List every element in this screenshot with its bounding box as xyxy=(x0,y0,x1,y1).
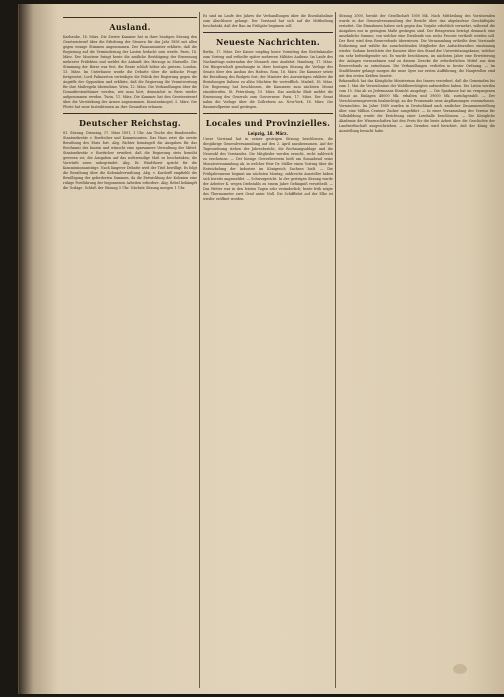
section-rule xyxy=(203,113,333,114)
newspaper-page xyxy=(18,4,504,694)
column-divider xyxy=(199,12,200,688)
article-text: Bekanntlich hat das Königliche Ministerium des Innern verordnet, daß die Gemeinden bis zum 1. Mai die Verzeichnisse der Wahlberechtigten aufzustellen haben. Die Listen werden vom 15. Mai ab zu Jedermanns Einsicht ausgelegt. — Die Sparkasse hat im vergangenen Monat an Einlagen 48000 Mk. erhalten und 39000 Mk. zurückgezahlt. — Der Verschönerungsverein beabsichtigt, an der Promenade neue Anpflanzungen vorzunehmen. xyxy=(339,79,495,104)
article-text: Sitzung 2000, beruht der Gesellschaft 1000 Mk. Nach Mittheilung des Vorsitzenden wurde in der Generalversammlung der Bericht über das abgelaufene Geschäftsjahr erstattet. Die Einnahmen haben sich gegen das Vorjahr erheblich vermehrt, während die Ausgaben nur in geringem Maße gestiegen sind. Der Reingewinn beträgt demnach eine ansehnliche Summe, von welcher eine Dividende von sechs Procent vertheilt werden soll. Der Rest wird dem Reservefonds überwiesen. Die Versammlung ertheilte dem Vorstande Entlastung und wählte die ausscheidenden Mitglieder des Aufsichtsrathes einstimmig wieder. Sodann berichtete der Kassirer über den Stand der Unterstützungskasse, welcher ein sehr befriedigender sei. Es wurde beschlossen, im nächsten Jahre eine Erweiterung der Anlagen vorzunehmen und zu diesem Zwecke die erforderlichen Mittel aus dem Reservefonds zu entnehmen. Die Verhandlungen verliefen in bester Ordnung. — Im Stadttheater gelangt morgen die neue Oper zur ersten Aufführung; die Hauptrollen sind mit den ersten Kräften besetzt. xyxy=(339,14,495,79)
article-text: Karlsruhe, 16. März. Die Zweite Kammer hat in ihrer heutigen Sitzung den Gesetzentwurf über die Erhebung der Steuern für das Jahr 1858 mit allen gegen wenige Stimmen angenommen. Der Finanzminister erklärte, daß die Regierung auf die Verminderung der Lasten bedacht sein werde. Paris, 14. März. Der Moniteur bringt heute die amtliche Bestätigung der Ernennung mehrerer Präfekten und meldet die Ankunft des Herzogs in Marseille. Die Stimmung der Börse war fest, die Rente schloß höher als gestern. London, 13. März. Im Unterhause wurde die Debatte über die indische Frage fortgesetzt; Lord Palmerston verteidigte die Politik der Regierung gegen die Angriffe der Opposition und erklärte, daß die Regierung die Verantwortung für ihre Maßregeln übernehme. Wien, 12. März. Die Verhandlungen über die Donaufürstenthümer werden, wie man hört, demnächst in Paris wieder aufgenommen werden. Turin, 11. März. Die Kammer hat den Gesetzentwurf über die Verstärkung der Armee angenommen. Konstantinopel, 5. März. Die Pforte hat neue Instruktionen an ihre Gesandten erlassen. xyxy=(63,35,197,110)
section-header-locales: Locales und Provinzielles. xyxy=(205,118,331,129)
section-header-reichstag: Deutscher Reichstag. xyxy=(78,118,182,129)
section-rule xyxy=(203,32,333,33)
library-stamp xyxy=(453,664,467,674)
article-text: Unser Vorstand hat in seiner gestrigen Sitzung beschlossen, die diesjährige Generalversammlung auf den 2. April anzuberaumen. Auf der Tagesordnung stehen der Jahresbericht, die Rechnungsablage und die Neuwahl des Vorstandes. Die Mitglieder werden ersucht, recht zahlreich zu erscheinen. — Der hiesige Gewerbeverein hielt am Sonnabend seine Monatsversammlung ab, in welcher Herr Dr. Müller einen Vortrag über die Entwickelung der Industrie im Königreich Sachsen hielt. — Die Frühjahrsmesse beginnt am nächsten Montag; zahlreiche Aussteller haben sich bereits angemeldet. — Schwurgericht. In der gestrigen Sitzung wurde der Arbeiter K. wegen Diebstahls zu einem Jahre Gefängniß verurtheilt. — Das Wetter war in den letzten Tagen sehr veränderlich; heute früh zeigte das Thermometer zwei Grad unter Null. Die Schifffahrt auf der Elbe ist wieder eröffnet worden. xyxy=(203,137,333,202)
article-text: Vermischtes. Im Jahre 1889 wurden in Deutschland nach amtlicher Zusammenstellung über eine Million Centner Zucker ausgeführt. — In einer Versammlung des Vereins für Volksbildung wurde die Errichtung einer Lesehalle beschlossen. — Die Königliche Akademie der Wissenschaften hat den Preis für die beste Arbeit über die Geschichte der Landwirthschaft ausgeschrieben. — Aus Dresden wird berichtet, daß der König die Ausstellung besucht habe. xyxy=(339,104,495,134)
article-text: 81. Sitzung. Dienstag, 17. März 1891, 1 Uhr. Am Tische des Bundesraths: Staatssekretär v. Boetticher und Kommissarien. Das Haus setzt die zweite Berathung des Etats fort. Abg. Richter bemängelt die Ausgaben für das Reichsamt des Innern und wünscht eine sparsamere Verwaltung der Mittel. Staatssekretär v. Boetticher erwidert, daß die Regierung stets bemüht gewesen sei, die Ausgaben auf das nothwendige Maß zu beschränken; die Vorwürfe seien unbegründet. Abg. Dr. Windthorst spricht für die Kommissionsanträge. Nach längerer Debatte wird der Titel bewilligt. Es folgt die Berathung über die Kolonialverwaltung. Abg. v. Kardorff empfiehlt die Bewilligung der geforderten Summen, da die Entwicklung der Kolonien eine ruhige Fortführung der begonnenen Arbeiten erfordere. Abg. Bebel bekämpft die Vorlage. Schluß der Sitzung 5 Uhr. Nächste Sitzung morgen 1 Uhr. xyxy=(63,131,197,191)
column-2 xyxy=(203,14,333,686)
header-rule xyxy=(63,17,197,18)
column-1 xyxy=(63,14,197,686)
section-rule xyxy=(63,113,197,114)
column-3 xyxy=(339,14,495,686)
section-header-ausland: Ausland. xyxy=(109,22,151,32)
section-header-neueste-nachrichten: Neueste Nachrichten. xyxy=(216,37,320,48)
dateline: Leipzig, 18. März. xyxy=(248,131,288,137)
column-divider xyxy=(335,12,336,688)
article-text: Berlin, 17. März. Der Kaiser empfing heute Vormittag den Reichskanzler zum Vortrag und ertheilte später mehreren Militärs Audienz. Im Laufe des Nachmittags unternahm der Monarch eine Ausfahrt. Hamburg, 17. März. Die Bürgerschaft genehmigte in ihrer heutigen Sitzung die Vorlage des Senats über den Ausbau des Hafens. Rom, 16. März. Die Kammer setzte die Berathung des Budgets fort; der Minister des Auswärtigen erklärte die Beziehungen Italiens zu allen Mächten für vortrefflich. Madrid, 16. März. Die Regierung hat beschlossen, die Kammern zum nächsten Monat einzuberufen. St. Petersburg, 15. März. Das amtliche Blatt meldet die Ernennung des Generals zum Gouverneur. Paris, 17. März. Der Senat nahm die Vorlage über die Zollreform an. New-York, 16. März. Die Baumwollpreise sind gestiegen. xyxy=(203,50,333,110)
article-text: Es sind im Laufe des Jahres die Verhandlungen über die Eisenbahnlinie zum Abschlusse gelangt. Der Vorstand hat sich auf die Mittheilung beschränkt, daß der Bau im Frühjahr beginnen soll. xyxy=(203,14,333,29)
